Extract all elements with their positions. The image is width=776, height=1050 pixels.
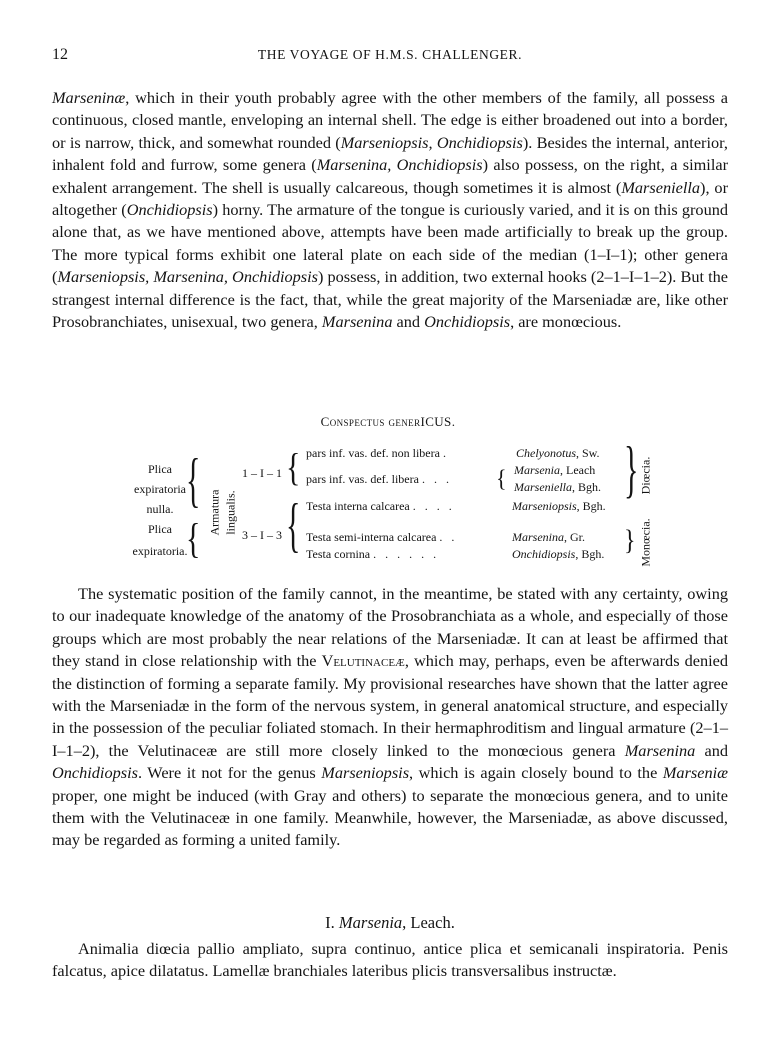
italic-term: Marseniopsis, Marsenina, Onchidiopsis: [57, 267, 318, 287]
text-run: proper, one might be induced (with Gray and others) to separate the monœcious genera, and to unite them with the Velutinaceæ in one family. Meanwhile, however, the Marseniadæ, as above discussed, may be regarded as forming a united family.: [52, 785, 728, 850]
row-character: Testa cornina: [306, 547, 371, 561]
paragraph-latin-diagnosis: Animalia diœcia pallio ampliato, supra continuo, antice plica et semicanali inspiratoria. Penis falcatus, apice dilatatus. Lamellæ branchiales lateribus plicis transversalibus instructæ.: [52, 939, 728, 981]
paragraph-marseninae: [52, 87, 728, 333]
section-genus: Marsenia: [338, 913, 403, 932]
brace: }: [624, 525, 636, 557]
brace: }: [624, 435, 639, 505]
italic-term: Marseniella: [621, 177, 701, 197]
text-run: and: [695, 740, 729, 760]
italic-term: Marseniæ: [662, 763, 728, 783]
italic-term: Onchidiopsis: [424, 312, 511, 332]
italic-term: Marsenina, Onchidiopsis: [316, 155, 483, 175]
genus-name: Marseniella: [514, 480, 572, 494]
brace: {: [286, 493, 301, 559]
formula-label: 1 – I – 1: [242, 466, 282, 480]
table-row: [306, 499, 455, 513]
genus-author: , Bgh.: [572, 480, 602, 494]
page-number: 12: [52, 46, 68, 63]
paragraph-systematic-position: [52, 583, 728, 852]
brace: {: [186, 448, 201, 514]
leader-dots: .: [442, 446, 449, 460]
text-run: , which is again closely bound to the: [409, 763, 663, 783]
table-row: [306, 446, 449, 460]
left-label: nulla.: [146, 502, 174, 516]
table-row: [306, 547, 439, 561]
armatura-label: Armatura: [207, 489, 222, 536]
italic-term: Marsenina: [624, 740, 696, 760]
genus-author: , Bgh.: [576, 499, 606, 513]
section-author: , Leach.: [402, 913, 455, 932]
lingualis-label: lingualis.: [223, 490, 238, 535]
italic-term: Onchidiopsis: [52, 763, 138, 783]
row-character: pars inf. vas. def. libera: [306, 472, 419, 486]
leader-dots: . . . . . .: [373, 547, 440, 561]
genus-entry: [516, 446, 600, 460]
text-run: , which may, perhaps, even be afterwards denied the distinction of forming a separate family. My provisional researches have shown that the latter agree with the Marseniadæ in the form of the nervous system, in general anatomical structure, and especially in the possession of the peculiar foliated stomach. In their hermaphroditism and lingual armature (2–1–I–1–2), the Velutinaceæ are still more closely linked to the monœcious genera: [52, 651, 728, 760]
dioecia-label: Diœcia.: [638, 456, 653, 495]
section-number: I.: [325, 913, 339, 932]
italic-term: Marseninæ: [52, 88, 126, 107]
table-row: [306, 530, 457, 544]
formula-label: 3 – I – 3: [242, 528, 282, 542]
text-run: . Were it not for the genus: [137, 763, 322, 783]
genus-entry: [512, 547, 604, 561]
genus-entry: [512, 499, 606, 513]
section-heading: [52, 913, 728, 933]
text-run: ) also possess, on the right, a similar exhalent arrangement. The shell is usually calcareous, though sometimes it is almost (: [52, 155, 728, 197]
text-run: ), or altogether (: [52, 177, 728, 220]
genus-author: , Leach: [560, 463, 596, 477]
left-label: expiratoria.: [132, 544, 188, 558]
italic-term: Marseniopsis, Onchidiopsis: [340, 132, 523, 152]
conspectus-title: Conspectus generICUS.: [320, 414, 456, 429]
genus-name: Chelyonotus: [516, 446, 576, 460]
leader-dots: . .: [439, 530, 458, 544]
genus-name: Marsenina: [512, 530, 564, 544]
genus-name: Marseniopsis: [512, 499, 577, 513]
genus-author: , Gr.: [564, 530, 585, 544]
row-character: Testa semi-interna calcarea: [306, 530, 437, 544]
brace: {: [186, 516, 201, 563]
row-character: Testa interna calcarea: [306, 499, 410, 513]
left-label: expiratoria: [134, 482, 186, 496]
genus-entry: [512, 530, 585, 544]
genus-name: Marsenia: [514, 463, 560, 477]
small-caps-term: Velutinaceæ: [321, 651, 405, 671]
page-header: [52, 46, 728, 68]
left-label: Plica: [148, 522, 172, 536]
text-run: ) possess, in addition, two external hooks (2–1–I–1–2). But the strangest internal difference is the fact, that, while the great majority of the Marseniadæ are, like other Prosobranchiates, unisexual, two genera,: [52, 267, 729, 332]
genus-entry: [514, 463, 595, 477]
brace: {: [496, 464, 507, 493]
genus-entry: [514, 480, 601, 494]
italic-term: Marseniopsis: [321, 763, 410, 783]
table-row: [306, 472, 452, 486]
text-run: ) horny. The armature of the tongue is curiously varied, and it is on this ground alone that, as we have mentioned above, attempts have been made artificially to break up the group. The more typical forms exhibit one lateral plate on each side of the median (1–I–1); other genera (: [52, 200, 728, 287]
genus-name: Onchidiopsis: [512, 547, 576, 561]
genus-author: , Bgh.: [575, 547, 605, 561]
running-title: THE VOYAGE OF H.M.S. CHALLENGER.: [257, 47, 523, 62]
text-run: , which in their youth probably agree with the other members of the family, all possess a continuous, closed mantle, enveloping an internal shell. The edge is either broadened out into a border, or is narrow, thick, and somewhat rounded (: [52, 88, 728, 152]
brace: {: [286, 446, 301, 490]
text-run: ). Besides the internal, anterior, inhalent fold and furrow, some genera (: [52, 132, 728, 175]
left-label: Plica: [148, 462, 172, 476]
text-run: , are monœcious.: [510, 312, 622, 332]
leader-dots: . . .: [421, 472, 452, 486]
monoecia-label: Monœcia.: [638, 518, 653, 567]
italic-term: Marsenina: [321, 312, 393, 332]
leader-dots: . . . .: [412, 499, 455, 513]
genus-author: , Sw.: [576, 446, 600, 460]
text-run: and: [392, 312, 425, 332]
italic-term: Onchidiopsis: [126, 200, 213, 220]
row-character: pars inf. vas. def. non libera: [306, 446, 440, 460]
text-run: The systematic position of the family cannot, in the meantime, be stated with any certainty, owing to our inadequate knowledge of the anatomy of the Prosobranchiata as a whole, and especially of those groups which are most probably the near relations of the Marseniadæ. It can at least be affirmed that they stand in close relationship with the: [52, 584, 728, 671]
